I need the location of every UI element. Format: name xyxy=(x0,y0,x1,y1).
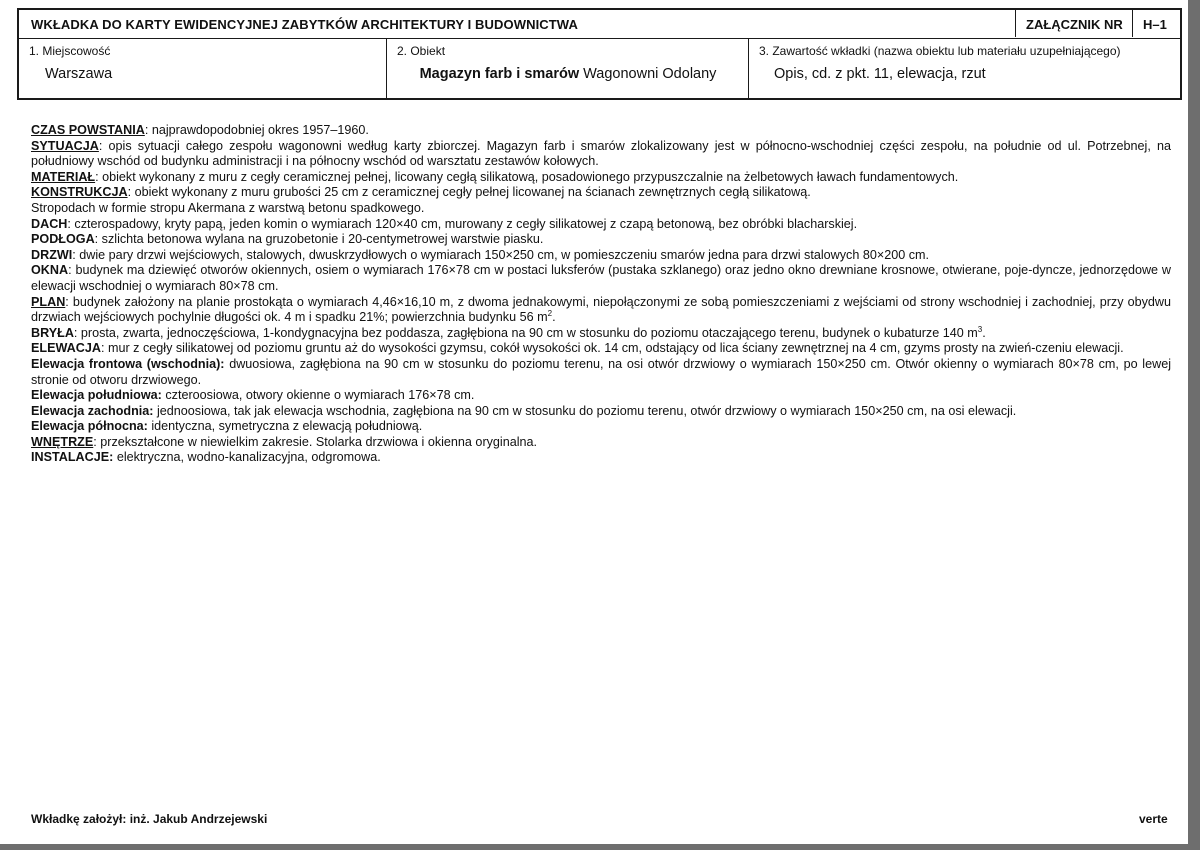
section-key: Elewacja frontowa (wschodnia): xyxy=(31,356,225,371)
section-text: najprawdopodobniej okres 1957–1960. xyxy=(151,123,369,137)
section-paragraph xyxy=(31,388,1171,404)
section-paragraph: SYTUACJA: opis sytuacji całego zespołu wagonowni według karty zbiorczej. Magazyn farb i smarów zlokalizowany jest w północno-wschodniej części zespołu, na południe od ul. Potrzebnej, na południowy wschód od budynku administracji i na północny wschód od warsztatu zestawów kołowych. xyxy=(31,138,1171,169)
section-text: Stropodach w formie stropu Akermana z warstwą betonu spadkowego. xyxy=(31,200,425,215)
section-key: MATERIAŁ xyxy=(31,169,96,184)
header-form xyxy=(17,8,1182,100)
section-paragraph: BRYŁA: prosta, zwarta, jednoczęściowa, 1-kondygnacyjna bez poddasza, zagłębiona na 90 cm w stosunku do poziomu otaczającego terenu, budynek o kubaturze 140 $m^3$. xyxy=(31,324,986,340)
section-text: czterospadowy, kryty papą, jeden komin o wymiarach 120×40 cm, murowany z cegły silikatowej z czapą betonową, bez obróbki blacharskiej. xyxy=(74,216,858,231)
section-text-end: . xyxy=(552,310,556,325)
author-note: Wkładkę założył: inż. Jakub Andrzejewski xyxy=(31,812,268,826)
section-paragraph xyxy=(31,450,1171,466)
section-key: KONSTRUKCJA xyxy=(31,185,128,200)
object-value-rest: Wagonowni Odolany xyxy=(579,66,717,82)
section-paragraph xyxy=(31,201,1171,217)
section-paragraph: KONSTRUKCJA: obiekt wykonany z muru grubości 25 cm z ceramicznej cegły pełnej licowanej na ścianach zewnętrznych cegłą silikatową. xyxy=(31,185,811,200)
section-text: dwie pary drzwi wejściowych, stalowych, dwuskrzydłowych o wymiarach 150×250 cm, w pomieszczeniu smarów jedna para drzwi stalowych 80×200 cm. xyxy=(79,247,930,262)
section-paragraph xyxy=(31,419,1171,435)
section-key: ELEWACJA xyxy=(31,341,101,356)
section-text: budynek ma dziewięć otworów okiennych, osiem o wymiarach 176×78 cm w postaci luksferów (pustaka szklanego) oraz jedno okno drewniane krosnowe, otwierane, poje-dyncze, jednorzędowe w elewacji wschodniej o wymiarach 80×78 cm. xyxy=(31,263,1171,293)
section-key: PLAN xyxy=(31,294,66,309)
content-value: Opis, cd. z pkt. 11, elewacja, rzut xyxy=(774,66,986,82)
object-value-bold: Magazyn farb i smarów xyxy=(419,66,580,82)
annex-label: ZAŁĄCZNIK NR xyxy=(1026,17,1123,32)
section-key: PODŁOGA xyxy=(31,232,95,247)
section-paragraph: OKNA: budynek ma dziewięć otworów okiennych, osiem o wymiarach 176×78 cm w postaci luksferów (pustaka szklanego) oraz jedno okno drewniane krosnowe, otwierane, poje-dyncze, jednorzędowe w elewacji wschodniej o wymiarach 80×78 cm. xyxy=(31,263,1171,293)
locality-label: 1. Miejscowość xyxy=(29,44,111,58)
section-paragraph: PLAN: budynek założony na planie prostokąta o wymiarach 4,46×16,10 m, z dwoma jednakowymi, niepołączonymi ze sobą pomieszczeniami z wejściami od strony wschodniej i zachodniej, przy obydwu drzwiach wejściowych pochylnie długości ok. 4 m i spadku 21%; powierzchnia budynku 56 $m^2$. xyxy=(31,294,1171,325)
section-text: elektryczna, wodno-kanalizacyjna, odgromowa. xyxy=(116,450,381,465)
section-key: Elewacja zachodnia: xyxy=(31,403,154,418)
locality-value: Warszawa xyxy=(45,66,113,82)
section-key: WNĘTRZE xyxy=(31,434,94,449)
section-paragraph: CZAS POWSTANIA: najprawdopodobniej okres 1957–1960. xyxy=(31,123,369,137)
annex-code-cell xyxy=(1132,10,1180,37)
section-text: dwuosiowa, zagłębiona na 90 cm w stosunku do poziomu terenu, na osi otwór drzwiowy o wymiarach 150×250 cm. Otwór okienny o wymiarach 80×78 cm, po lewej stronie od otworu drzwiowego. xyxy=(31,356,1171,387)
section-text: przekształcone w niewielkim zakresie. Stolarka drzwiowa i okienna oryginalna. xyxy=(100,434,538,449)
section-text: czteroosiowa, otwory okienne o wymiarach 176×78 cm. xyxy=(165,388,475,403)
section-text: budynek założony na planie prostokąta o wymiarach 4,46×16,10 m, z dwoma jednakowymi, niepołączonymi ze sobą pomieszczeniami z wejściami od strony wschodniej i zachodniej, przy obydwu drzwiach wejściowych pochylnie długości ok. 4 m i spadku 21%; powierzchnia budynku 56 m xyxy=(31,294,1171,325)
section-paragraph: PODŁOGA: szlichta betonowa wylana na gruzobetonie i 20-centymetrowej warstwie piasku. xyxy=(31,232,544,247)
object-cell xyxy=(386,38,749,100)
section-text-end: . xyxy=(982,325,986,340)
section-key: DRZWI xyxy=(31,247,73,262)
section-text: opis sytuacji całego zespołu wagonowni według karty zbiorczej. Magazyn farb i smarów zlokalizowany jest w północno-wschodniej części zespołu, na południe od ul. Potrzebnej, na południowy wschód od budynku administracji i na północny wschód od warsztatu zestawów kołowych. xyxy=(31,138,1171,169)
section-text: prosta, zwarta, jednoczęściowa, 1-kondygnacyjna bez poddasza, zagłębiona na 90 cm w stosunku do poziomu otaczającego terenu, budynek o kubaturze 140 m xyxy=(80,325,978,340)
object-label: 2. Obiekt xyxy=(397,44,446,58)
section-key: SYTUACJA xyxy=(31,138,99,153)
header-title-row xyxy=(19,10,1180,39)
section-text: szlichta betonowa wylana na gruzobetonie i 20-centymetrowej warstwie piasku. xyxy=(101,232,544,247)
object-value xyxy=(387,66,749,82)
section-paragraph xyxy=(31,404,1171,420)
content-cell xyxy=(748,38,1180,100)
locality-cell xyxy=(19,38,386,100)
section-key: OKNA xyxy=(31,263,69,278)
description-body xyxy=(31,123,1171,466)
unit-superscript: 2 xyxy=(547,308,553,318)
form-title: WKŁADKA DO KARTY EWIDENCYJNEJ ZABYTKÓW ARCHITEKTURY I BUDOWNICTWA xyxy=(31,17,578,32)
section-key: Elewacja południowa: xyxy=(31,388,162,403)
verte-note: verte xyxy=(1139,812,1168,826)
section-paragraph: MATERIAŁ: obiekt wykonany z muru z cegły ceramicznej pełnej, licowany cegłą silikatową, posadowionego przypuszczalnie na żelbetowych ławach fundamentowych. xyxy=(31,169,959,184)
unit-superscript: 3 xyxy=(977,324,983,334)
section-paragraph: ELEWACJA: mur z cegły silikatowej od poziomu gruntu aż do wysokości gzymsu, cokół wysokości ok. 14 cm, odstający od lica ściany zewnętrznej na 4 cm, gzyms prosty na zwień-czeniu elewacji. xyxy=(31,341,1124,356)
annex-label-cell xyxy=(1015,10,1133,37)
section-key: INSTALACJE: xyxy=(31,450,114,465)
section-key: DACH xyxy=(31,216,68,231)
content-label: 3. Zawartość wkładki (nazwa obiektu lub materiału uzupełniającego) xyxy=(759,44,1121,58)
section-key: Elewacja północna: xyxy=(31,419,148,434)
section-text: obiekt wykonany z muru grubości 25 cm z ceramicznej cegły pełnej licowanej na ścianach zewnętrznych cegłą silikatową. xyxy=(134,185,811,200)
section-key: CZAS POWSTANIA xyxy=(31,123,145,137)
section-text: obiekt wykonany z muru z cegły ceramicznej pełnej, licowany cegłą silikatową, posadowionego przypuszczalnie na żelbetowych ławach fundamentowych. xyxy=(102,169,959,184)
section-text: identyczna, symetryczna z elewacją południową. xyxy=(151,419,423,434)
section-text: mur z cegły silikatowej od poziomu gruntu aż do wysokości gzymsu, cokół wysokości ok. 14 cm, odstający od lica ściany zewnętrznej na 4 cm, gzyms prosty na zwień-czeniu elewacji. xyxy=(107,341,1124,356)
section-paragraph: DRZWI: dwie pary drzwi wejściowych, stalowych, dwuskrzydłowych o wymiarach 150×250 cm, w pomieszczeniu smarów jedna para drzwi stalowych 80×200 cm. xyxy=(31,247,930,262)
annex-code: H–1 xyxy=(1143,17,1167,32)
section-paragraph: DACH: czterospadowy, kryty papą, jeden komin o wymiarach 120×40 cm, murowany z cegły silikatowej z czapą betonową, bez obróbki blacharskiej. xyxy=(31,216,858,231)
section-paragraph xyxy=(31,357,1171,388)
section-text: jednoosiowa, tak jak elewacja wschodnia, zagłębiona na 90 cm w stosunku do poziomu terenu, otwór drzwiowy o wymiarach 150×250 cm, na osi elewacji. xyxy=(156,403,1017,418)
section-key: BRYŁA xyxy=(31,325,74,340)
section-paragraph: WNĘTRZE: przekształcone w niewielkim zakresie. Stolarka drzwiowa i okienna oryginalna. xyxy=(31,434,538,449)
